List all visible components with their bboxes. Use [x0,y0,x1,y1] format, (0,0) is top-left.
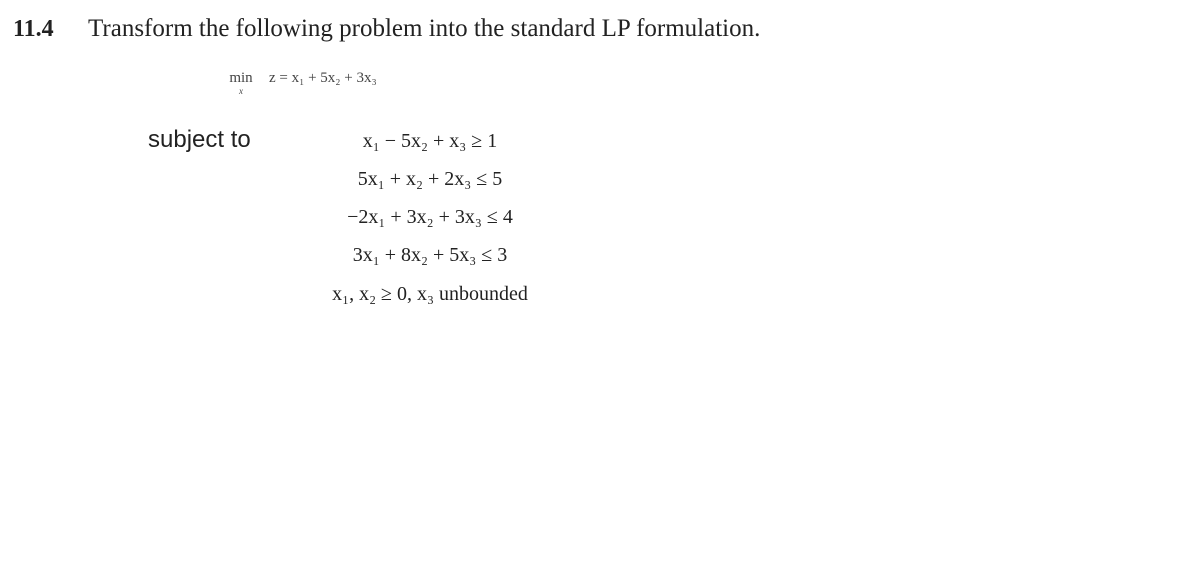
constraint-row: 3x₁ + 8x₂ + 5x₃ ≤ 3 [352,244,508,266]
min-word: min [229,70,253,86]
objective-expression: z = x₁ + 5x₂ + 3x₃ [269,70,377,86]
problem-title: Transform the following problem into the standard LP formulation. [88,15,761,42]
min-operator [225,68,257,96]
constraint-row: 5x₁ + x₂ + 2x₃ ≤ 5 [357,168,503,190]
problem-number: 11.4 [13,16,54,42]
constraint-row: x₁, x₂ ≥ 0, x₃ unbounded [332,283,528,305]
constraint-row: x₁ − 5x₂ + x₃ ≥ 1 [362,130,498,152]
subject-to-label: subject to [148,126,251,153]
min-subscript: x [239,86,243,96]
constraint-row: −2x₁ + 3x₂ + 3x₃ ≤ 4 [347,206,513,228]
